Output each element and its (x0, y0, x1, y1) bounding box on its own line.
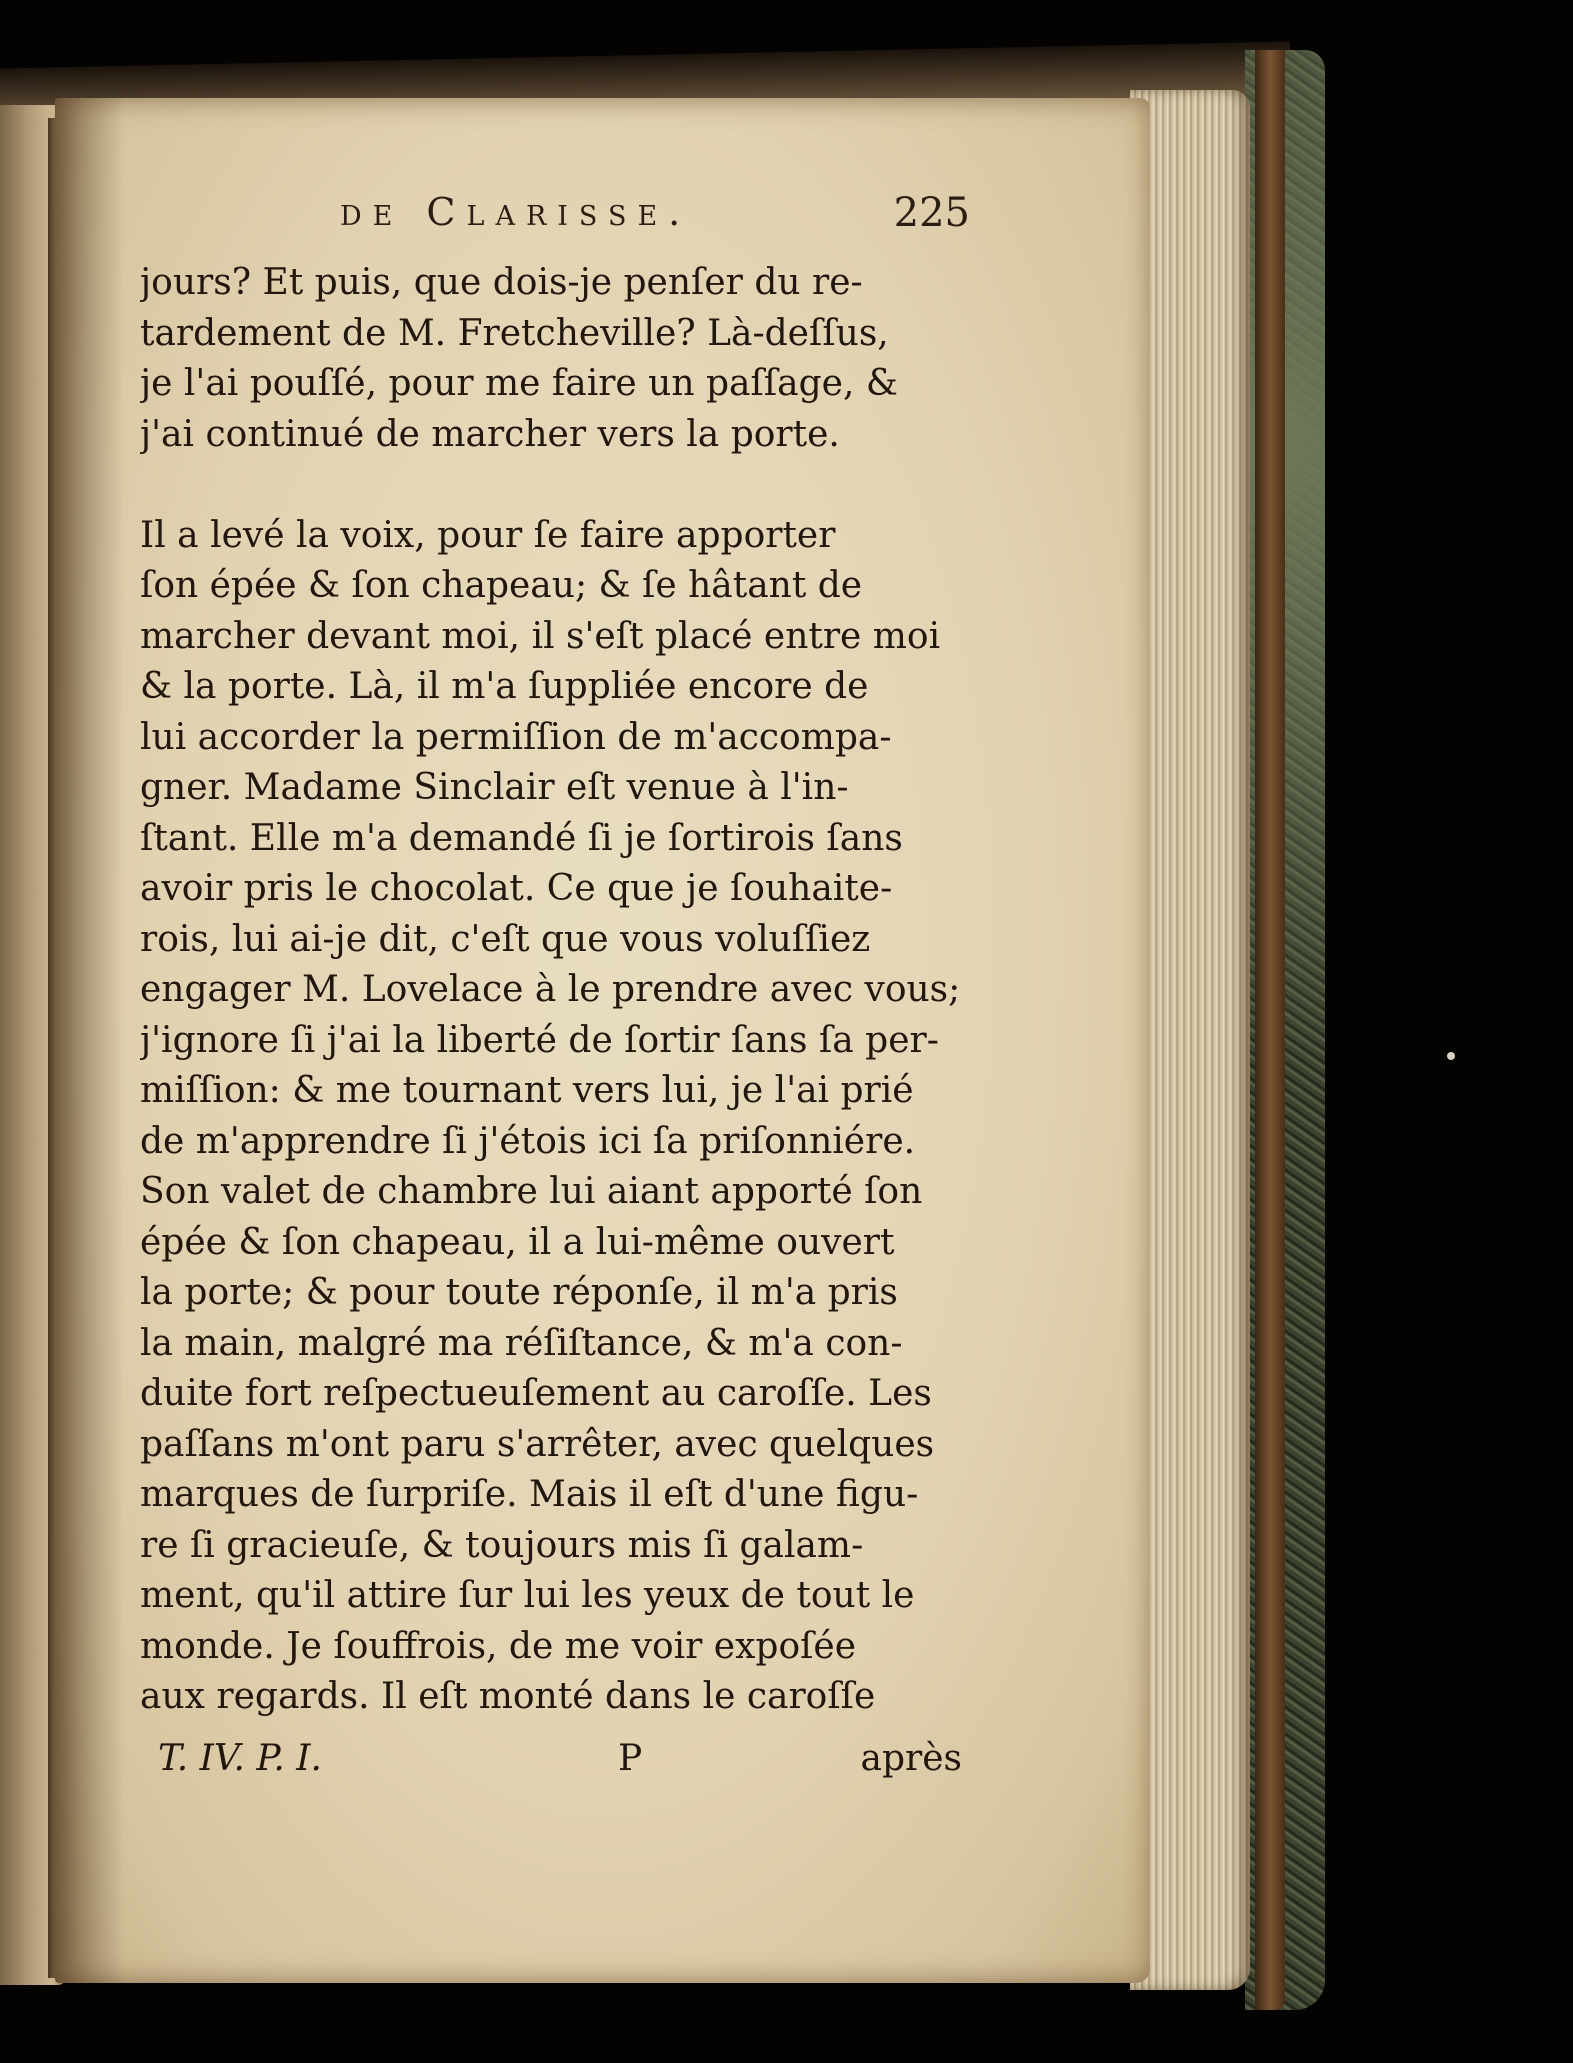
dust-speck (1447, 1052, 1455, 1060)
text-line: marques de ſurpriſe. Mais il eſt d'une figu- (140, 1474, 919, 1515)
text-line: jours? Et puis, que dois-je penſer du re- (140, 262, 863, 303)
paragraph-2 (140, 511, 964, 1723)
text-line: marcher devant moi, il s'eſt placé entre moi (140, 615, 941, 657)
text-line: de m'apprendre ſi j'étois ici ſa priſonniére. (140, 1120, 916, 1162)
text-line: je l'ai pouſſé, pour me faire un paſſage, & (140, 363, 898, 404)
text-line: la porte; & pour toute réponſe, il m'a pris (140, 1272, 898, 1313)
text-line: aux regards. Il eſt monté dans le caroſſe (140, 1676, 876, 1717)
text-line: & la porte. Là, il m'a ſuppliée encore de (140, 666, 869, 707)
text-line: Son valet de chambre lui aiant apporté ſon (140, 1171, 923, 1212)
text-line: rois, lui ai-je dit, c'eſt que vous voluſſiez (140, 918, 871, 960)
text-line: la main, malgré ma réſiſtance, & m'a con- (140, 1322, 903, 1364)
running-title: de Clarisse. (340, 190, 692, 234)
text-line: re ſi gracieuſe, & toujours mis ſi galam- (140, 1524, 864, 1566)
text-line: ment, qu'il attire ſur lui les yeux de tout le (140, 1575, 915, 1616)
paragraph-gap (140, 460, 964, 511)
page-number: 225 (893, 190, 970, 236)
text-line: j'ignore ſi j'ai la liberté de ſortir ſans ſa per- (140, 1019, 939, 1061)
text-line: lui accorder la permiſſion de m'accompa- (140, 716, 892, 758)
text-line: engager M. Lovelace à le prendre avec vous; (140, 969, 961, 1010)
text-line: monde. Je ſouffrois, de me voir expoſée (140, 1625, 857, 1667)
paragraph-1 (140, 258, 964, 460)
text-line: ſtant. Elle m'a demandé ſi je ſortirois ſans (140, 817, 903, 859)
text-line: miſſion: & me tournant vers lui, je l'ai prié (140, 1070, 914, 1111)
text-line: avoir pris le chocolat. Ce que je ſouhaite- (140, 868, 893, 909)
text-line: ſon épée & ſon chapeau; & ſe hâtant de (140, 565, 863, 606)
gathering-mark: P (618, 1738, 643, 1779)
text-line: épée & ſon chapeau, il a lui-même ouvert (140, 1221, 895, 1263)
text-line: paſſans m'ont paru s'arrêter, avec quelques (140, 1423, 935, 1465)
text-line: j'ai continué de marcher vers la porte. (140, 413, 840, 455)
catchword: après (860, 1738, 962, 1779)
volume-signature: T. IV. P. I. (158, 1738, 322, 1779)
text-line: gner. Madame Sinclair eſt venue à l'in- (140, 767, 849, 808)
page-body (140, 258, 964, 1723)
text-line: Il a levé la voix, pour ſe faire apporter (140, 514, 836, 556)
page-header (340, 190, 970, 246)
page-footer (140, 1738, 962, 1790)
page-gutter-shade (55, 98, 125, 1983)
text-line: duite fort reſpectueuſement au caroſſe. Les (140, 1373, 932, 1414)
cover-leather-edge (1255, 50, 1285, 2010)
text-line: tardement de M. Fretcheville? Là-deſſus, (140, 312, 889, 354)
